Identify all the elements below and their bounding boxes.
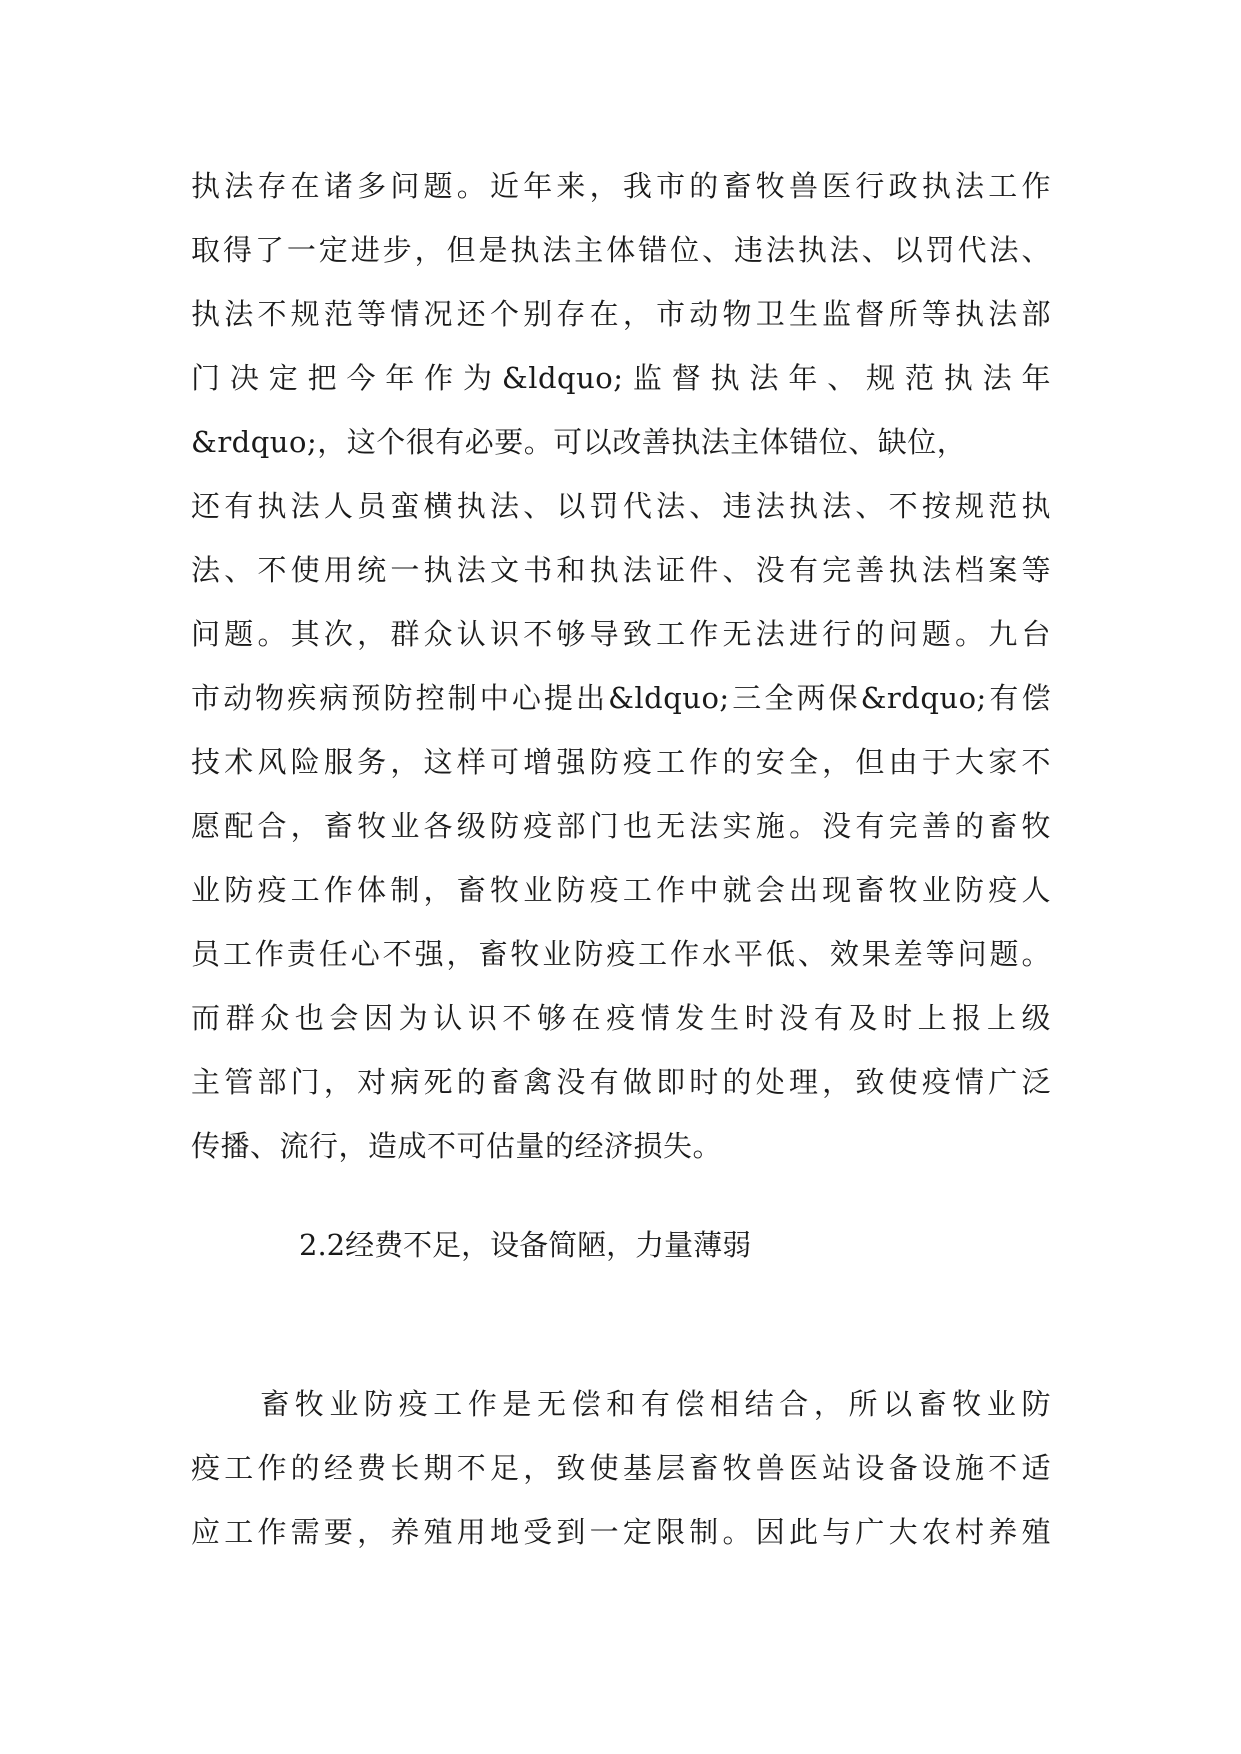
body-paragraph	[191, 1372, 1051, 1564]
text-line: 法、不使用统一执法文书和执法证件、没有完善执法档案等	[191, 553, 1051, 587]
text-line: 取得了一定进步，但是执法主体错位、违法执法、以罚代法、	[191, 233, 1051, 267]
text-line: 门决定把今年作为&ldquo;监督执法年、规范执法年	[191, 361, 1051, 395]
text-line: 执法不规范等情况还个别存在，市动物卫生监督所等执法部	[191, 297, 1051, 331]
text-line: 市动物疾病预防控制中心提出&ldquo;三全两保&rdquo;有偿	[191, 681, 1051, 715]
text-line: 技术风险服务，这样可增强防疫工作的安全，但由于大家不	[191, 745, 1051, 779]
text-line: 执法存在诸多问题。近年来，我市的畜牧兽医行政执法工作	[191, 169, 1051, 203]
text-line: 传播、流行，造成不可估量的经济损失。	[191, 1129, 723, 1163]
text-line: 主管部门，对病死的畜禽没有做即时的处理，致使疫情广泛	[191, 1065, 1051, 1099]
section-heading: 2.2经费不足，设备简陋，力量薄弱	[299, 1228, 752, 1262]
text-line: 员工作责任心不强，畜牧业防疫工作水平低、效果差等问题。	[191, 937, 1051, 971]
text-line: 业防疫工作体制，畜牧业防疫工作中就会出现畜牧业防疫人	[191, 873, 1051, 907]
text-line: 畜牧业防疫工作是无偿和有偿相结合，所以畜牧业防	[191, 1387, 1051, 1421]
text-line: 应工作需要，养殖用地受到一定限制。因此与广大农村养殖	[191, 1515, 1051, 1549]
text-line: 问题。其次，群众认识不够导致工作无法进行的问题。九台	[191, 617, 1051, 651]
text-line: 疫工作的经费长期不足，致使基层畜牧兽医站设备设施不适	[191, 1451, 1051, 1485]
body-paragraph	[191, 154, 1051, 1178]
text-line: 愿配合，畜牧业各级防疫部门也无法实施。没有完善的畜牧	[191, 809, 1051, 843]
text-line: 还有执法人员蛮横执法、以罚代法、违法执法、不按规范执	[191, 489, 1051, 523]
text-line: 而群众也会因为认识不够在疫情发生时没有及时上报上级	[191, 1001, 1051, 1035]
text-line: &rdquo;，这个很有必要。可以改善执法主体错位、缺位，	[191, 425, 967, 459]
